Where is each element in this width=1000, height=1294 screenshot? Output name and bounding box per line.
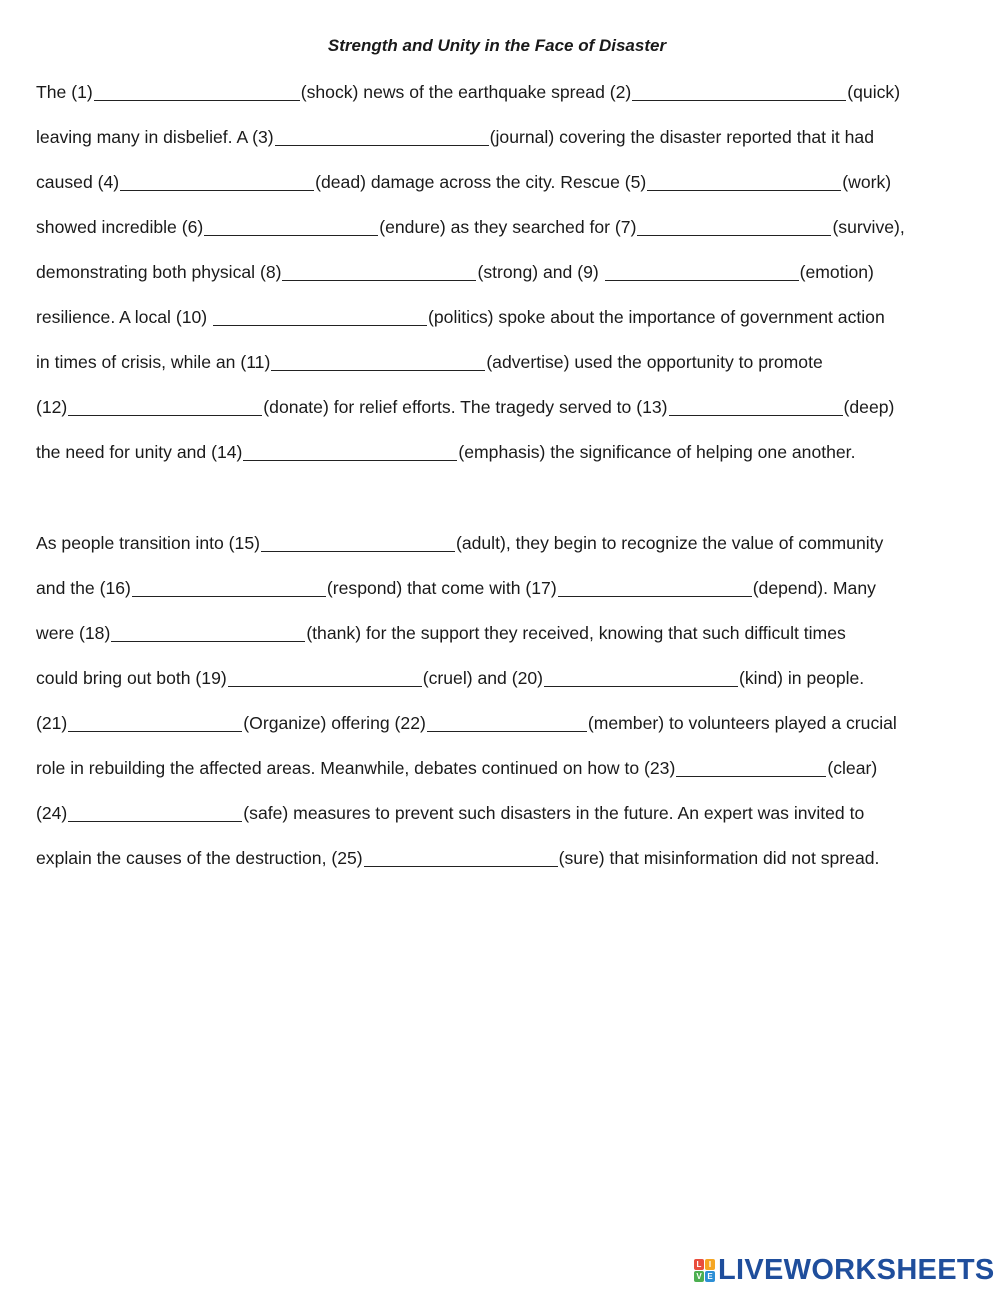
line-text: (respond) that come with (17) xyxy=(326,578,557,598)
line-text: (adult), they begin to recognize the value of community xyxy=(455,533,884,553)
text-line xyxy=(36,533,966,578)
answer-input[interactable] xyxy=(94,82,300,102)
answer-blank[interactable] xyxy=(544,668,738,687)
answer-input[interactable] xyxy=(68,713,242,733)
answer-blank[interactable] xyxy=(669,397,843,416)
liveworksheets-logo xyxy=(694,1254,995,1286)
answer-blank[interactable] xyxy=(275,127,489,146)
answer-blank[interactable] xyxy=(68,713,242,732)
line-text: (deep) xyxy=(843,397,895,417)
answer-blank[interactable] xyxy=(632,82,846,101)
line-text: (12) xyxy=(36,397,68,417)
line-text: (sure) that misinformation did not spread. xyxy=(558,848,880,868)
answer-input[interactable] xyxy=(605,262,799,282)
answer-input[interactable] xyxy=(213,307,427,327)
answer-input[interactable] xyxy=(271,352,485,372)
line-text: (cruel) and (20) xyxy=(422,668,544,688)
line-text: (strong) and (9) xyxy=(477,262,604,282)
line-text: (Organize) offering (22) xyxy=(243,713,426,733)
line-text: could bring out both (19) xyxy=(36,668,227,688)
line-text: (depend). Many xyxy=(752,578,876,598)
line-text: (politics) spoke about the importance of government action xyxy=(428,307,885,327)
text-line xyxy=(36,397,966,442)
line-text: (donate) for relief efforts. The tragedy served to (13) xyxy=(263,397,668,417)
line-text: (24) xyxy=(36,803,68,823)
answer-blank[interactable] xyxy=(243,442,457,461)
answer-input[interactable] xyxy=(427,713,587,733)
answer-input[interactable] xyxy=(228,668,422,688)
answer-input[interactable] xyxy=(243,442,457,462)
line-text: explain the causes of the destruction, (25) xyxy=(36,848,363,868)
answer-blank[interactable] xyxy=(68,397,262,416)
answer-blank[interactable] xyxy=(605,262,799,281)
line-text: resilience. A local (10) xyxy=(36,307,213,327)
answer-input[interactable] xyxy=(558,578,752,598)
answer-input[interactable] xyxy=(669,397,843,417)
answer-input[interactable] xyxy=(68,803,242,823)
line-text: (21) xyxy=(36,713,68,733)
text-line xyxy=(36,307,966,352)
text-line xyxy=(36,262,966,307)
answer-blank[interactable] xyxy=(204,217,378,236)
answer-blank[interactable] xyxy=(364,848,558,867)
text-line xyxy=(36,623,966,668)
answer-input[interactable] xyxy=(544,668,738,688)
answer-input[interactable] xyxy=(132,578,326,598)
logo-text: LIVEWORKSHEETS xyxy=(718,1253,995,1286)
answer-input[interactable] xyxy=(637,217,831,237)
line-text: (dead) damage across the city. Rescue (5) xyxy=(315,172,647,192)
answer-blank[interactable] xyxy=(68,803,242,822)
liveworksheets-logo-icon xyxy=(694,1259,715,1282)
text-line xyxy=(36,127,966,172)
line-text: in times of crisis, while an (11) xyxy=(36,352,271,372)
answer-blank[interactable] xyxy=(282,262,476,281)
line-text: were (18) xyxy=(36,623,111,643)
line-text: (work) xyxy=(842,172,892,192)
worksheet-title: Strength and Unity in the Face of Disaster xyxy=(327,36,667,55)
text-line xyxy=(36,578,966,623)
answer-blank[interactable] xyxy=(228,668,422,687)
text-line xyxy=(36,82,966,127)
logo-mark-cell: I xyxy=(705,1259,715,1270)
line-text: The (1) xyxy=(36,82,93,102)
text-line xyxy=(36,848,966,893)
line-text: (thank) for the support they received, knowing that such difficult times xyxy=(306,623,846,643)
line-text: caused (4) xyxy=(36,172,120,192)
text-line xyxy=(36,803,966,848)
answer-input[interactable] xyxy=(647,172,841,192)
text-line xyxy=(36,713,966,758)
answer-input[interactable] xyxy=(204,217,378,237)
line-text: (clear) xyxy=(827,758,878,778)
line-text: leaving many in disbelief. A (3) xyxy=(36,127,274,147)
answer-blank[interactable] xyxy=(120,172,314,191)
line-text: (quick) xyxy=(847,82,901,102)
answer-blank[interactable] xyxy=(271,352,485,371)
answer-input[interactable] xyxy=(282,262,476,282)
text-line xyxy=(36,172,966,217)
text-line xyxy=(36,758,966,803)
text-line xyxy=(36,668,966,713)
line-text: (endure) as they searched for (7) xyxy=(379,217,637,237)
line-text: (survive), xyxy=(832,217,905,237)
answer-blank[interactable] xyxy=(427,713,587,732)
line-text: (member) to volunteers played a crucial xyxy=(587,713,897,733)
line-text: (safe) measures to prevent such disasters in the future. An expert was invited to xyxy=(243,803,865,823)
answer-blank[interactable] xyxy=(676,758,826,777)
text-line xyxy=(36,442,966,487)
line-text: showed incredible (6) xyxy=(36,217,204,237)
answer-blank[interactable] xyxy=(132,578,326,597)
line-text: (kind) in people. xyxy=(739,668,865,688)
answer-input[interactable] xyxy=(68,397,262,417)
answer-blank[interactable] xyxy=(637,217,831,236)
answer-blank[interactable] xyxy=(111,623,305,642)
line-text: role in rebuilding the affected areas. Meanwhile, debates continued on how to (23) xyxy=(36,758,676,778)
answer-input[interactable] xyxy=(120,172,314,192)
answer-blank[interactable] xyxy=(213,307,427,326)
text-line xyxy=(36,352,966,397)
answer-input[interactable] xyxy=(632,82,846,102)
line-text: (advertise) used the opportunity to promote xyxy=(486,352,823,372)
line-text: (emotion) xyxy=(799,262,874,282)
line-text: and the (16) xyxy=(36,578,131,598)
answer-input[interactable] xyxy=(676,758,826,778)
paragraph-2 xyxy=(36,533,966,893)
paragraph-1 xyxy=(36,82,966,487)
answer-input[interactable] xyxy=(111,623,305,643)
line-text: the need for unity and (14) xyxy=(36,442,243,462)
answer-input[interactable] xyxy=(275,127,489,147)
answer-blank[interactable] xyxy=(261,533,455,552)
logo-mark-cell: V xyxy=(694,1271,704,1282)
logo-mark-cell: E xyxy=(705,1271,715,1282)
line-text: (emphasis) the significance of helping one another. xyxy=(458,442,856,462)
line-text: As people transition into (15) xyxy=(36,533,260,553)
line-text: (shock) news of the earthquake spread (2) xyxy=(300,82,632,102)
answer-blank[interactable] xyxy=(558,578,752,597)
logo-mark-cell: L xyxy=(694,1259,704,1270)
answer-blank[interactable] xyxy=(647,172,841,191)
answer-input[interactable] xyxy=(364,848,558,868)
line-text: demonstrating both physical (8) xyxy=(36,262,282,282)
text-line xyxy=(36,217,966,262)
answer-blank[interactable] xyxy=(94,82,300,101)
answer-input[interactable] xyxy=(261,533,455,553)
line-text: (journal) covering the disaster reported that it had xyxy=(489,127,874,147)
